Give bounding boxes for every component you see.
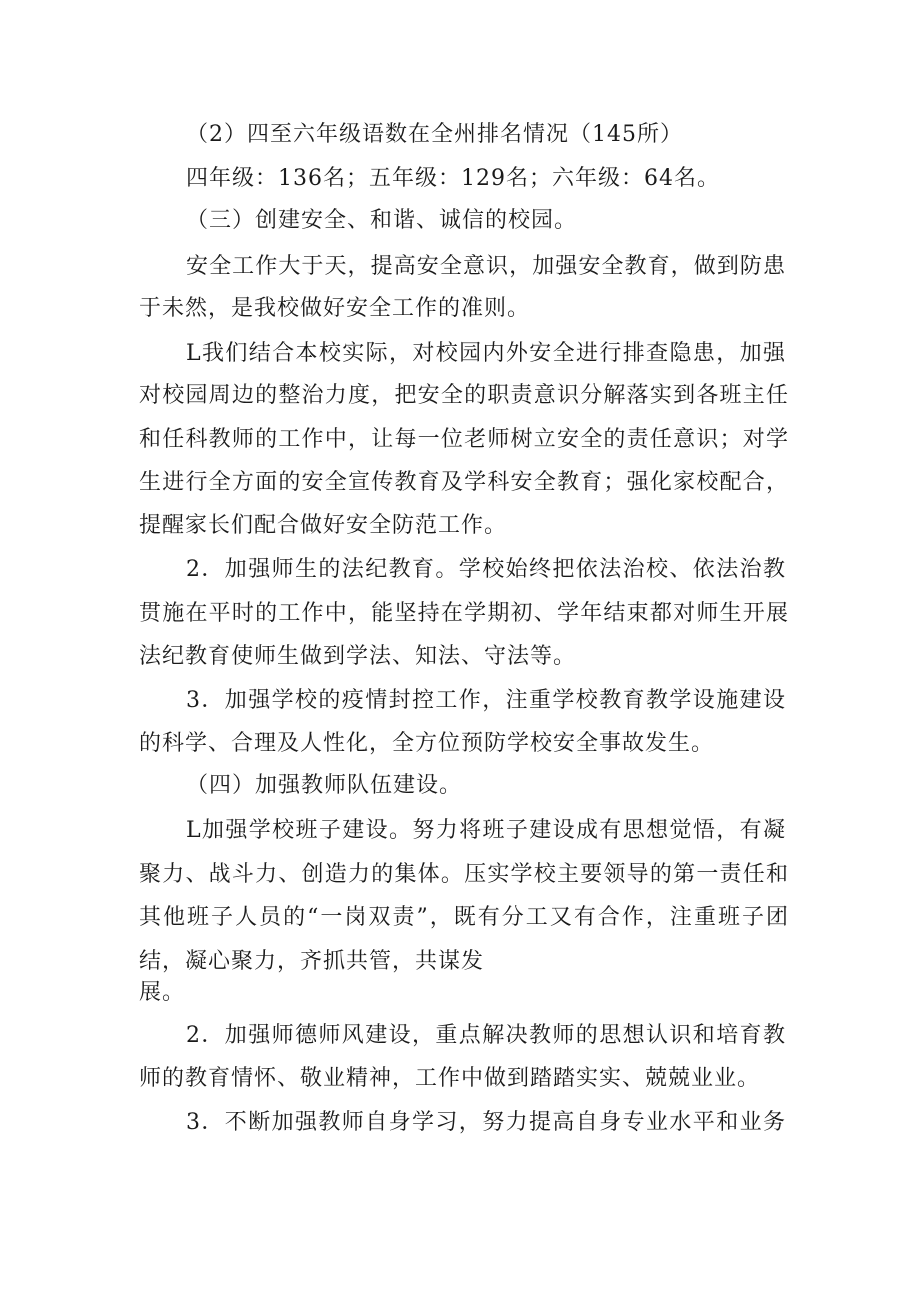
- text-line-11: 2．加强师生的法纪教育。学校始终把依法治校、依法治教: [186, 557, 786, 582]
- text-line-24: 3．不断加强教师自身学习，努力提高自身专业水平和业务: [186, 1110, 786, 1135]
- text-line-4: 安全工作大于天，提高安全意识，加强安全教育，做到防患: [186, 254, 786, 279]
- text-line-12: 贯施在平时的工作中，能坚持在学期初、学年结束都对师生开展: [139, 601, 789, 626]
- text-line-17: L加强学校班子建设。努力将班子建设成有思想觉悟，有凝: [186, 818, 786, 843]
- text-line-7: 对校园周边的整治力度，把安全的职责意识分解落实到各班主任: [139, 383, 789, 408]
- text-line-6: L我们结合本校实际，对校园内外安全进行排查隐患，加强: [186, 341, 786, 366]
- text-line-23: 师的教育情怀、敬业精神，工作中做到踏踏实实、兢兢业业。: [139, 1066, 761, 1091]
- text-line-10: 提醒家长们配合做好安全防范工作。: [139, 513, 508, 538]
- text-line-8: 和任科教师的工作中，让每一位老师树立安全的责任意识；对学: [139, 427, 789, 452]
- text-line-5: 于未然，是我校做好安全工作的准则。: [139, 296, 531, 321]
- text-line-16: （四）加强教师队伍建设。: [186, 773, 463, 798]
- text-line-15: 的科学、合理及人性化，全方位预防学校安全事故发生。: [139, 731, 715, 756]
- text-line-3: （三）创建安全、和谐、诚信的校园。: [186, 208, 578, 233]
- text-line-22: 2．加强师德师风建设，重点解决教师的思想认识和培育教: [186, 1023, 786, 1048]
- text-line-20: 结，凝心聚力，齐抓共管，共谋发: [139, 949, 485, 974]
- text-line-19: 其他班子人员的“一岗双责”，既有分工又有合作，注重班子团: [139, 905, 789, 930]
- text-line-2: 四年级：136名；五年级：129名；六年级：64名。: [186, 166, 720, 191]
- text-line-1: （2）四至六年级语数在全州排名情况（145所）: [186, 122, 683, 147]
- text-line-13: 法纪教育使师生做到学法、知法、守法等。: [139, 644, 577, 669]
- text-line-9: 生进行全方面的安全宣传教育及学科安全教育；强化家校配合，: [139, 470, 789, 495]
- text-line-18: 聚力、战斗力、创造力的集体。压实学校主要领导的第一责任和: [139, 862, 789, 887]
- text-line-21: 展。: [139, 980, 186, 1005]
- text-line-14: 3．加强学校的疫情封控工作，注重学校教育教学设施建设: [186, 688, 786, 713]
